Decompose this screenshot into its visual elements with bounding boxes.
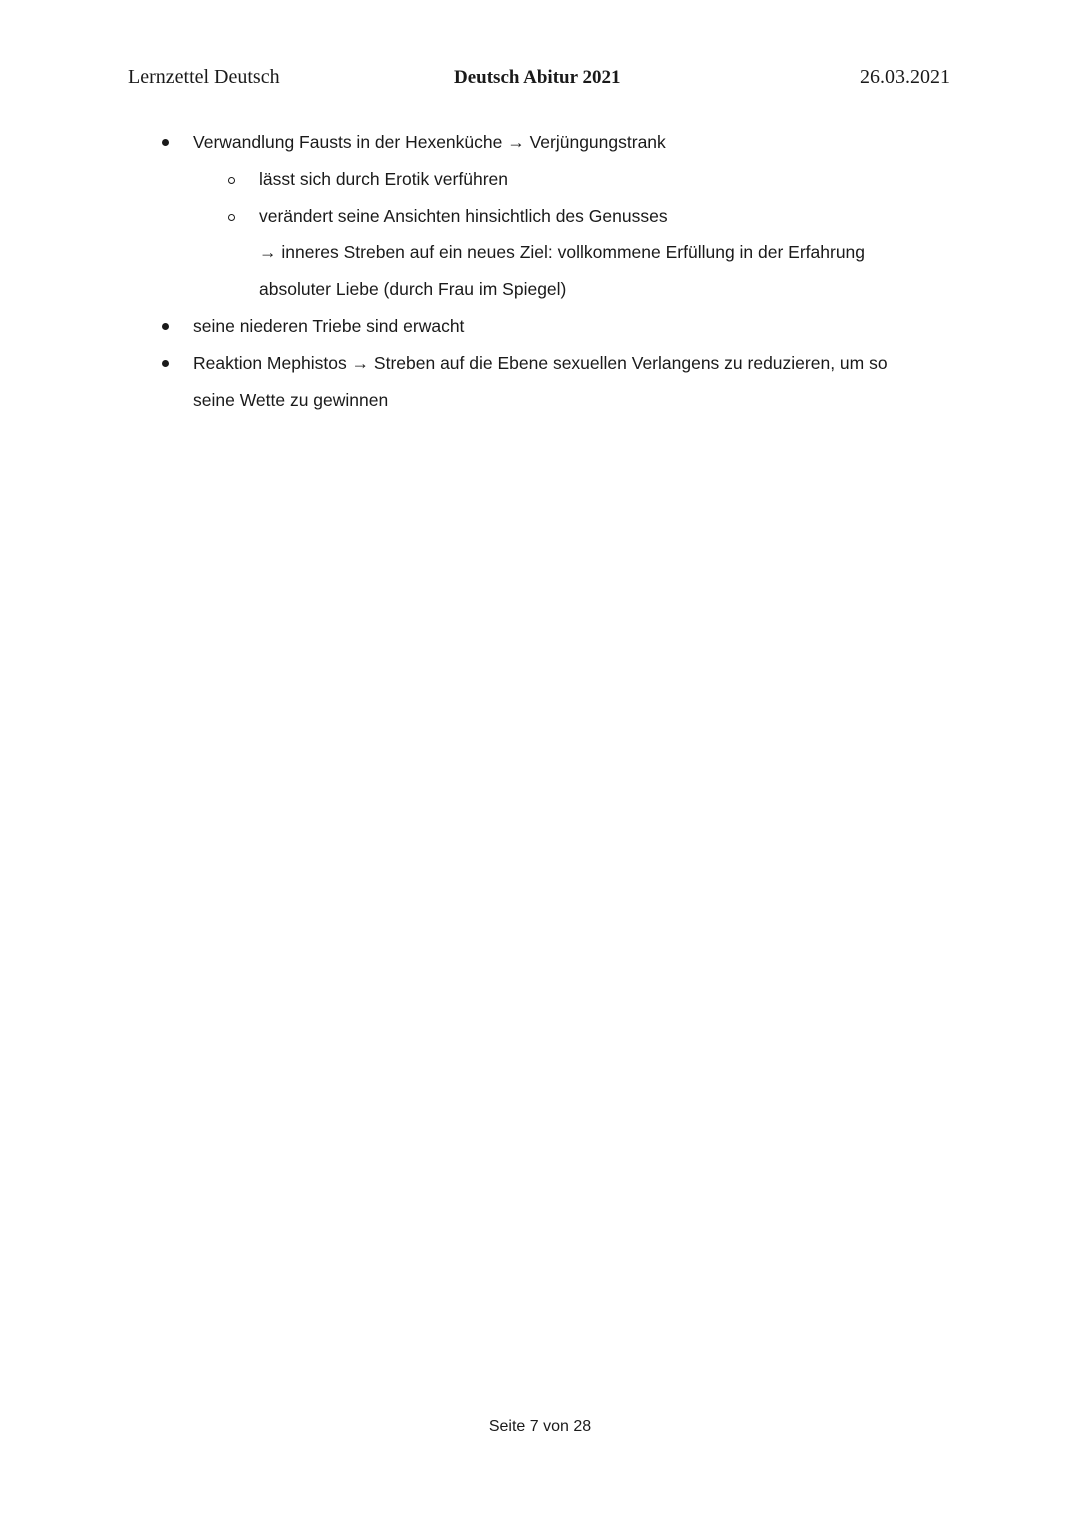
circle-bullet-icon bbox=[228, 177, 235, 184]
bullet-icon bbox=[162, 323, 169, 330]
sub-list-continuation: → inneres Streben auf ein neues Ziel: vollkommene Erfüllung in der Erfahrung bbox=[259, 242, 866, 262]
header-date: 26.03.2021 bbox=[860, 66, 950, 88]
sub-list-item: lässt sich durch Erotik verführen bbox=[259, 169, 508, 189]
page-header bbox=[128, 62, 950, 94]
sub-list-continuation: absoluter Liebe (durch Frau im Spiegel) bbox=[259, 279, 567, 299]
list-item: Reaktion Mephistos → Streben auf die Ebene sexuellen Verlangens zu reduzieren, um so bbox=[193, 353, 888, 373]
bullet-icon bbox=[162, 360, 169, 367]
list-item: seine niederen Triebe sind erwacht bbox=[193, 316, 465, 336]
header-left-title: Lernzettel Deutsch bbox=[128, 66, 280, 88]
bullet-icon bbox=[162, 139, 169, 146]
list-item-continuation: seine Wette zu gewinnen bbox=[193, 390, 389, 410]
circle-bullet-icon bbox=[228, 214, 235, 221]
header-center-title: Deutsch Abitur 2021 bbox=[454, 67, 621, 88]
sub-list-item: verändert seine Ansichten hinsichtlich des Genusses bbox=[259, 206, 668, 226]
page-number: Seite 7 von 28 bbox=[488, 1418, 592, 1435]
list-item: Verwandlung Fausts in der Hexenküche → Verjüngungstrank bbox=[193, 132, 666, 152]
